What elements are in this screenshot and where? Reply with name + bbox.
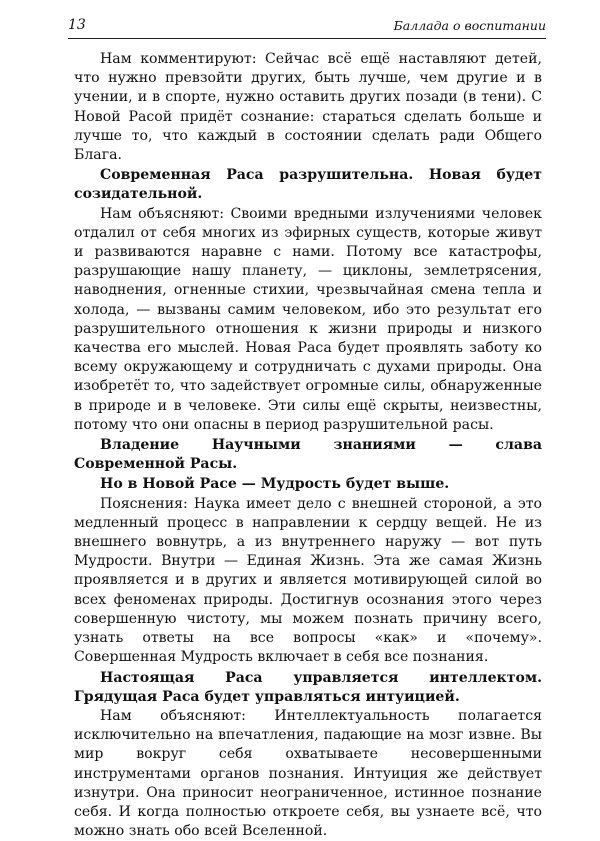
paragraph: Пояснения: Наука имеет дело с внешней стороной, а это медленный процесс в направлении к сердцу вещей. Не из внешнего вовнутрь, а из внутреннего наружу — вот путь Мудрости. Внутри — Единая Жизнь. Эта же самая Жизнь проявляется и в других и является мотивирующей силой во всех феноменах природы. Достигнув осознания этого через совершенную чистоту, мы можем познать причину всего, узнать ответы на все вопросы «как» и «почему». Совершенная Мудрость включает в себя все познания. [74, 495, 542, 666]
paragraph: Нам комментируют: Сейчас всё ещё наставляют детей, что нужно превзойти других, быть лучше, чем другие и в учении, и в спорте, нужно оставить других позади (в тени). С Новой Расой придёт сознание: стараться сделать больше и лучше то, что каждый в состоянии сделать ради Общего Блага. [74, 51, 542, 164]
paragraph: Нам объясняют: Интеллектуальность полагается исключительно на впечатления, падающие на мозг извне. Вы мир вокруг себя охватываете несовершенными инструментами органов познания. Интуиция же действует изнутри. Она приносит неограниченное, истинное познание себя. И когда полностью откроете себя, вы узнаете всё, что можно знать обо всей Вселенной. [74, 707, 542, 840]
running-title: Баллада о воспитании [393, 18, 546, 33]
bold-statement: Но в Новой Расе — Мудрость будет выше. [100, 476, 450, 493]
paragraph: Нам объясняют: Своими вредными излучениями человек отдалил от себя многих из эфирных существ, которые живут и развиваются наравне с нами. Потому все катастрофы, разрушающие нашу планету, — циклоны, землетрясения, наводнения, огненные стихии, чрезвычайная смена тепла и холода, — вызваны самим человеком, ибо это результат его разрушительного отношения к жизни природы и низкого качества его мыслей. Новая Раса будет проявлять заботу ко всему окружающему и сотрудничать с духами природы. Она изобретёт то, что задействует огромные силы, обнаруженные в природе и в человеке. Эти силы ещё скрыты, неизвестны, потому что они опасны в период разрушительной расы. [74, 205, 542, 433]
running-header [68, 16, 546, 39]
bold-statement: Современная Раса разрушительна. Новая будет созидательной. [74, 167, 542, 203]
bold-statement: Настоящая Раса управляется интеллектом. Грядущая Раса будет управляться интуицией. [74, 669, 542, 705]
page-number: 13 [68, 17, 86, 33]
body-text [74, 50, 542, 841]
bold-statement: Владение Научными знаниями — слава Современной Расы. [74, 437, 542, 473]
